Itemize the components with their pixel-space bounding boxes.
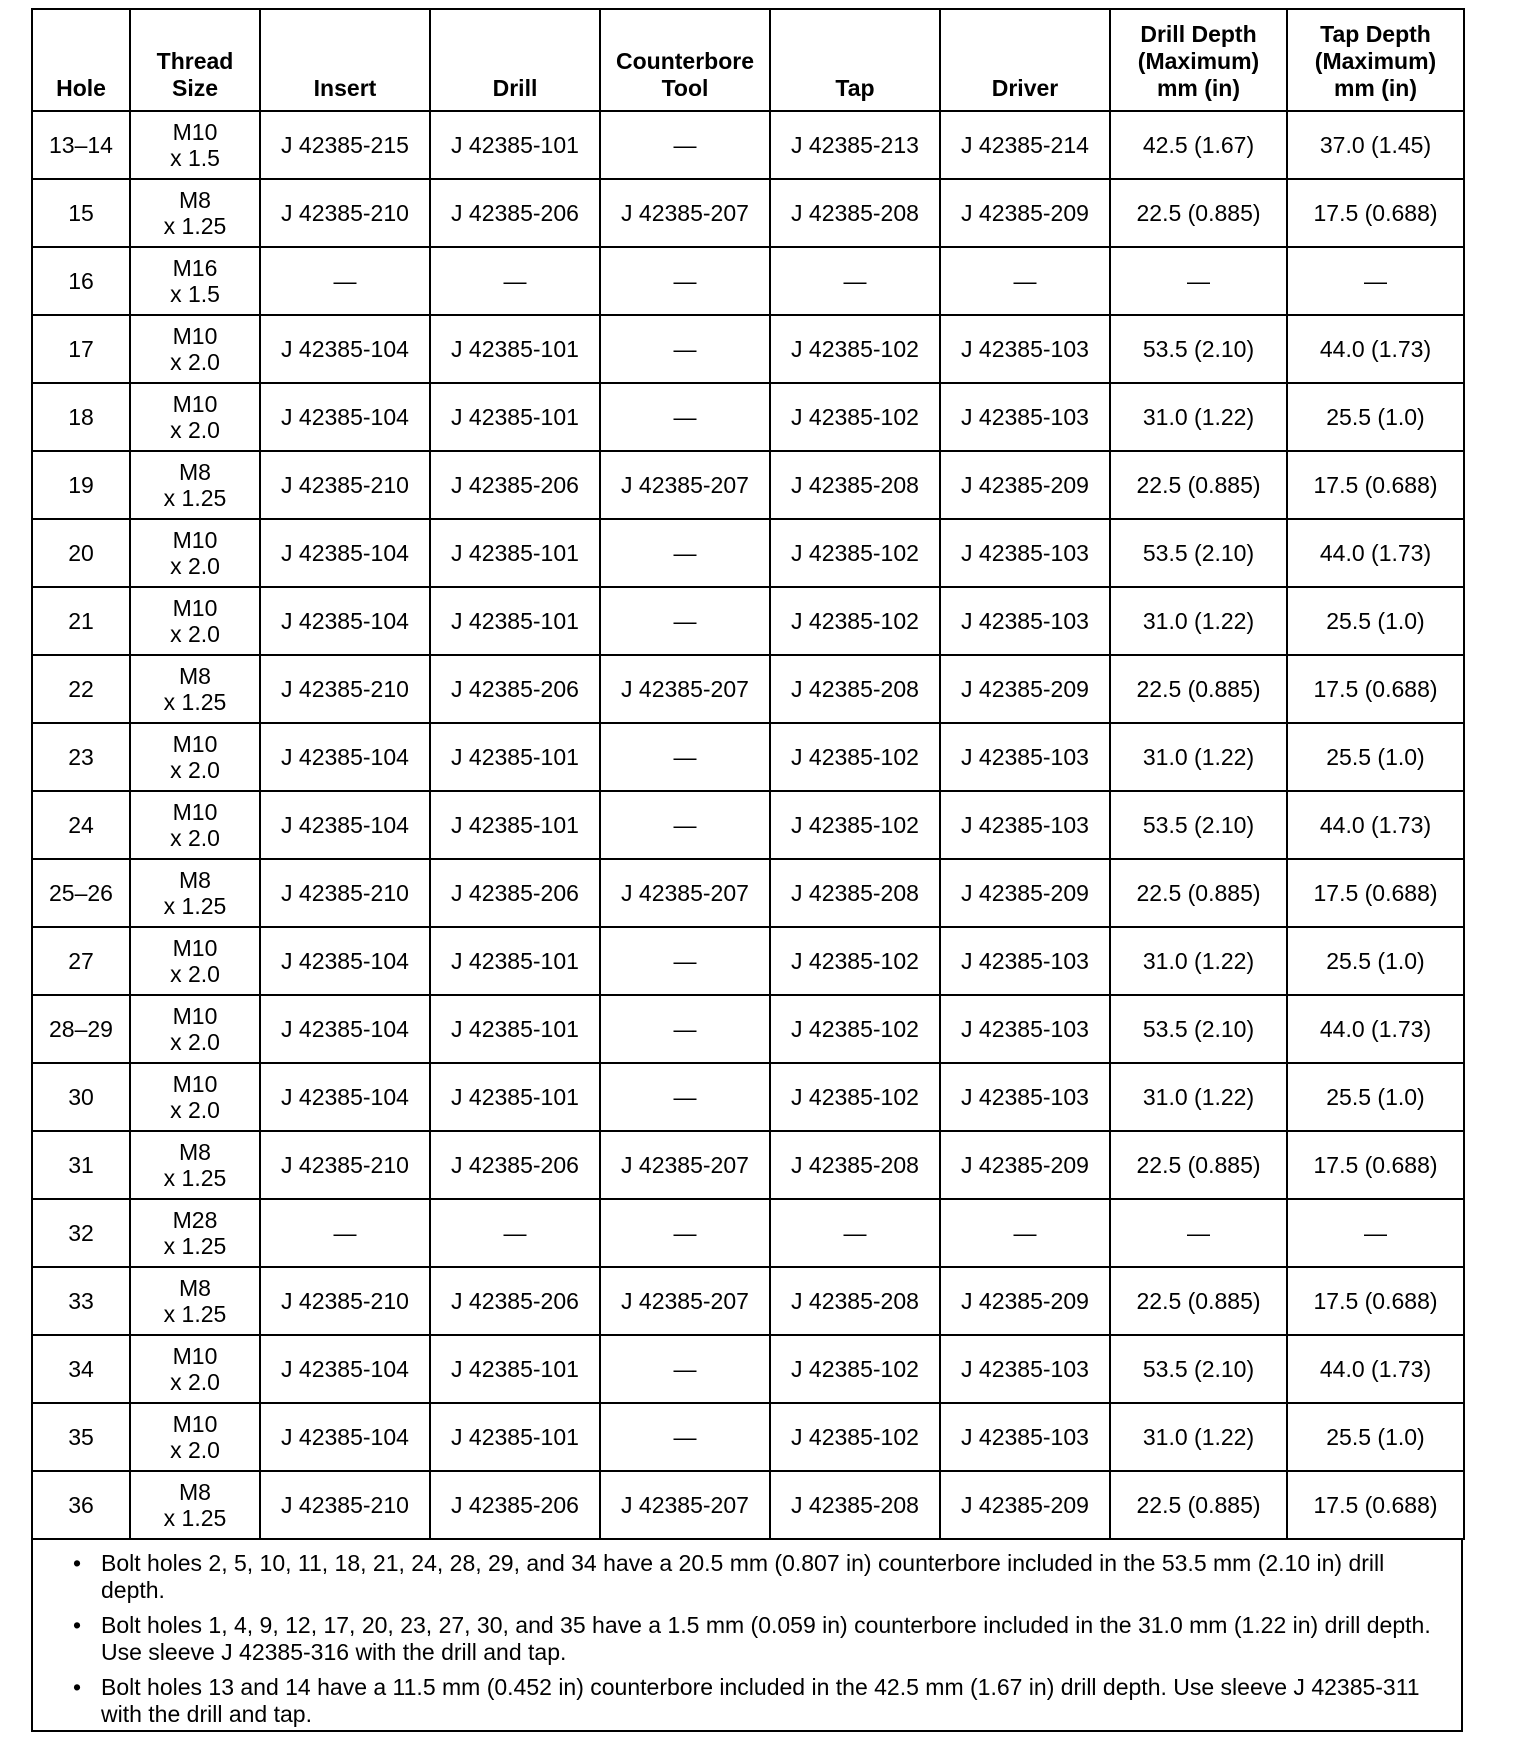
cell-thread [130,519,260,587]
bullet-icon: • [73,1612,82,1638]
cell-hole: 17 [32,315,130,383]
cell-tap-depth: 17.5 (0.688) [1287,859,1464,927]
thread-size-line: M10 [172,119,218,145]
cell-tap: J 42385-102 [770,519,940,587]
table-row [32,927,1464,995]
thread-size-line: M10 [172,323,218,349]
thread-size-line: M8 [179,1479,211,1505]
cell-hole: 19 [32,451,130,519]
cell-insert: J 42385-104 [260,519,430,587]
cell-insert: — [260,1199,430,1267]
cell-tap-depth: 44.0 (1.73) [1287,995,1464,1063]
thread-size-line: M8 [179,187,211,213]
table-row [32,315,1464,383]
cell-drill: J 42385-101 [430,1063,600,1131]
thread-size-line: x 2.0 [170,349,220,375]
cell-counterbore: — [600,791,770,859]
thread-size-line: x 1.25 [163,1505,227,1531]
table-row [32,1267,1464,1335]
thread-size-line: x 1.25 [163,485,227,511]
cell-thread [130,995,260,1063]
cell-tap-depth: 44.0 (1.73) [1287,1335,1464,1403]
table-row [32,1063,1464,1131]
cell-counterbore: — [600,995,770,1063]
cell-drill-depth: 53.5 (2.10) [1110,315,1287,383]
table-row [32,1199,1464,1267]
cell-drill-depth: 53.5 (2.10) [1110,995,1287,1063]
cell-insert: J 42385-104 [260,1403,430,1471]
thread-size-line: x 1.25 [163,893,227,919]
cell-insert: J 42385-104 [260,587,430,655]
thread-size-line: x 2.0 [170,1369,220,1395]
cell-tap-depth: 44.0 (1.73) [1287,791,1464,859]
cell-tap: J 42385-102 [770,315,940,383]
cell-drill: J 42385-101 [430,315,600,383]
cell-hole: 24 [32,791,130,859]
cell-counterbore: J 42385-207 [600,451,770,519]
cell-tap: J 42385-208 [770,1471,940,1539]
column-header-line: (Maximum) [1137,48,1260,74]
thread-size-line: M8 [179,459,211,485]
cell-counterbore: — [600,1199,770,1267]
cell-driver: J 42385-103 [940,927,1110,995]
thread-size-line: x 2.0 [170,1437,220,1463]
column-header-line: Insert [313,75,377,101]
column-header-line: Drill [492,75,538,101]
tool-table-sheet [31,8,1463,1732]
thread-repair-tool-table [31,8,1465,1540]
column-header-line: mm (in) [1156,75,1241,101]
cell-drill-depth: 31.0 (1.22) [1110,383,1287,451]
column-header-counterbore [600,9,770,111]
cell-drill: — [430,247,600,315]
thread-size-line: M8 [179,867,211,893]
cell-tap-depth: — [1287,247,1464,315]
table-body [32,111,1464,1539]
cell-thread [130,247,260,315]
column-header-line: Thread [156,48,234,74]
cell-drill: J 42385-101 [430,1403,600,1471]
cell-driver: J 42385-103 [940,315,1110,383]
cell-thread [130,587,260,655]
thread-size-line: x 2.0 [170,417,220,443]
table-row [32,723,1464,791]
cell-insert: J 42385-210 [260,1267,430,1335]
cell-counterbore: — [600,1335,770,1403]
cell-drill: J 42385-101 [430,995,600,1063]
cell-hole: 15 [32,179,130,247]
cell-thread [130,179,260,247]
cell-driver: — [940,1199,1110,1267]
note-text: Bolt holes 1, 4, 9, 12, 17, 20, 23, 27, 30, and 35 have a 1.5 mm (0.059 in) counterbore included in the 31.0 mm (1.22 in) drill depth. Use sleeve J 42385-316 with the drill and tap. [101,1612,1431,1665]
thread-size-line: x 2.0 [170,1029,220,1055]
column-header-line: Tap [835,75,875,101]
cell-insert: J 42385-210 [260,859,430,927]
table-row [32,791,1464,859]
cell-drill: J 42385-206 [430,1131,600,1199]
cell-drill: J 42385-206 [430,1267,600,1335]
cell-counterbore: J 42385-207 [600,1131,770,1199]
column-header-tap [770,9,940,111]
cell-insert: J 42385-210 [260,179,430,247]
thread-size-line: M10 [172,731,218,757]
cell-insert: J 42385-104 [260,791,430,859]
cell-counterbore: — [600,927,770,995]
column-header-driver [940,9,1110,111]
cell-drill: J 42385-101 [430,1335,600,1403]
cell-thread [130,791,260,859]
cell-hole: 25–26 [32,859,130,927]
column-header-line: Counterbore [616,48,754,74]
cell-driver: J 42385-209 [940,1131,1110,1199]
cell-hole: 35 [32,1403,130,1471]
cell-drill: J 42385-206 [430,451,600,519]
thread-size-line: x 1.25 [163,1165,227,1191]
column-header-drill [430,9,600,111]
cell-thread [130,1131,260,1199]
thread-size-line: M28 [172,1207,218,1233]
table-row [32,587,1464,655]
cell-counterbore: J 42385-207 [600,1471,770,1539]
cell-driver: J 42385-103 [940,791,1110,859]
cell-insert: — [260,247,430,315]
cell-hole: 33 [32,1267,130,1335]
cell-tap: J 42385-102 [770,995,940,1063]
cell-tap: — [770,247,940,315]
cell-tap: J 42385-102 [770,383,940,451]
bullet-icon: • [73,1674,82,1700]
cell-drill-depth: 31.0 (1.22) [1110,587,1287,655]
cell-tap: J 42385-208 [770,179,940,247]
note-text: Bolt holes 2, 5, 10, 11, 18, 21, 24, 28, 29, and 34 have a 20.5 mm (0.807 in) counterbore included in the 53.5 mm (2.10 in) drill depth. [101,1550,1385,1603]
bullet-icon: • [73,1550,82,1576]
cell-thread [130,451,260,519]
cell-insert: J 42385-104 [260,995,430,1063]
cell-thread [130,723,260,791]
cell-thread [130,1403,260,1471]
cell-hole: 16 [32,247,130,315]
cell-tap: — [770,1199,940,1267]
cell-thread [130,1063,260,1131]
cell-driver: J 42385-103 [940,723,1110,791]
cell-drill: J 42385-101 [430,111,600,179]
cell-insert: J 42385-104 [260,927,430,995]
thread-size-line: x 2.0 [170,961,220,987]
thread-size-line: x 2.0 [170,553,220,579]
cell-thread [130,111,260,179]
cell-counterbore: J 42385-207 [600,655,770,723]
cell-driver: J 42385-103 [940,1063,1110,1131]
cell-counterbore: J 42385-207 [600,859,770,927]
cell-thread [130,1471,260,1539]
cell-insert: J 42385-210 [260,451,430,519]
cell-drill-depth: 31.0 (1.22) [1110,1403,1287,1471]
cell-driver: J 42385-103 [940,995,1110,1063]
table-row [32,995,1464,1063]
thread-size-line: M10 [172,935,218,961]
cell-tap-depth: 17.5 (0.688) [1287,1471,1464,1539]
thread-size-line: x 2.0 [170,757,220,783]
cell-drill-depth: 22.5 (0.885) [1110,859,1287,927]
cell-tap: J 42385-102 [770,723,940,791]
column-header-line: mm (in) [1333,75,1418,101]
thread-size-line: M10 [172,799,218,825]
thread-size-line: M8 [179,663,211,689]
cell-hole: 32 [32,1199,130,1267]
cell-thread [130,1267,260,1335]
cell-drill: J 42385-206 [430,655,600,723]
cell-tap: J 42385-208 [770,655,940,723]
cell-thread [130,383,260,451]
cell-tap-depth: 25.5 (1.0) [1287,587,1464,655]
cell-hole: 20 [32,519,130,587]
cell-tap: J 42385-102 [770,1335,940,1403]
column-header-line: Size [171,75,219,101]
cell-drill-depth: 53.5 (2.10) [1110,791,1287,859]
cell-tap: J 42385-208 [770,859,940,927]
cell-counterbore: — [600,1063,770,1131]
cell-driver: J 42385-103 [940,519,1110,587]
thread-size-line: M10 [172,1343,218,1369]
table-row [32,111,1464,179]
cell-counterbore: — [600,1403,770,1471]
cell-insert: J 42385-215 [260,111,430,179]
cell-drill-depth: 31.0 (1.22) [1110,1063,1287,1131]
table-header [32,9,1464,111]
thread-size-line: x 1.25 [163,213,227,239]
cell-counterbore: — [600,111,770,179]
table-row [32,1403,1464,1471]
cell-hole: 28–29 [32,995,130,1063]
thread-size-line: x 1.5 [170,145,220,171]
cell-hole: 21 [32,587,130,655]
cell-drill-depth: 31.0 (1.22) [1110,927,1287,995]
cell-tap: J 42385-102 [770,1403,940,1471]
thread-size-line: x 1.25 [163,689,227,715]
cell-hole: 34 [32,1335,130,1403]
table-row [32,655,1464,723]
cell-counterbore: — [600,383,770,451]
cell-tap-depth: 25.5 (1.0) [1287,927,1464,995]
cell-tap-depth: 25.5 (1.0) [1287,723,1464,791]
table-row [32,859,1464,927]
cell-tap-depth: 44.0 (1.73) [1287,315,1464,383]
cell-drill-depth: 42.5 (1.67) [1110,111,1287,179]
cell-insert: J 42385-104 [260,383,430,451]
cell-hole: 31 [32,1131,130,1199]
cell-driver: J 42385-214 [940,111,1110,179]
cell-tap: J 42385-213 [770,111,940,179]
cell-counterbore: — [600,587,770,655]
cell-thread [130,859,260,927]
cell-drill-depth: 53.5 (2.10) [1110,519,1287,587]
cell-tap-depth: 44.0 (1.73) [1287,519,1464,587]
column-header-line: Tool [661,75,709,101]
cell-hole: 36 [32,1471,130,1539]
thread-size-line: M8 [179,1139,211,1165]
cell-driver: — [940,247,1110,315]
column-header-line: (Maximum) [1314,48,1437,74]
table-row [32,519,1464,587]
cell-driver: J 42385-209 [940,179,1110,247]
cell-tap: J 42385-102 [770,927,940,995]
column-header-line: Driver [991,75,1059,101]
cell-counterbore: J 42385-207 [600,179,770,247]
table-row [32,451,1464,519]
cell-tap-depth: 17.5 (0.688) [1287,451,1464,519]
table-row [32,1335,1464,1403]
cell-tap-depth: 25.5 (1.0) [1287,383,1464,451]
thread-size-line: x 1.25 [163,1301,227,1327]
cell-thread [130,1335,260,1403]
note-item [73,1612,1447,1666]
cell-drill-depth: 22.5 (0.885) [1110,451,1287,519]
cell-tap-depth: 17.5 (0.688) [1287,1131,1464,1199]
cell-drill-depth: — [1110,1199,1287,1267]
table-row [32,383,1464,451]
cell-hole: 23 [32,723,130,791]
cell-drill: — [430,1199,600,1267]
note-item [73,1550,1447,1604]
cell-driver: J 42385-209 [940,1471,1110,1539]
cell-driver: J 42385-209 [940,451,1110,519]
thread-size-line: x 2.0 [170,825,220,851]
cell-tap-depth: — [1287,1199,1464,1267]
cell-counterbore: — [600,247,770,315]
note-item [73,1674,1447,1728]
cell-driver: J 42385-103 [940,1335,1110,1403]
table-row [32,1131,1464,1199]
cell-drill: J 42385-101 [430,927,600,995]
column-header-drill-depth [1110,9,1287,111]
thread-size-line: M10 [172,391,218,417]
cell-drill: J 42385-206 [430,859,600,927]
cell-drill-depth: 22.5 (0.885) [1110,1471,1287,1539]
cell-tap-depth: 17.5 (0.688) [1287,1267,1464,1335]
note-text: Bolt holes 13 and 14 have a 11.5 mm (0.452 in) counterbore included in the 42.5 mm (1.67 in) drill depth. Use sleeve J 42385-311 with the drill and tap. [101,1674,1420,1727]
thread-size-line: M10 [172,1411,218,1437]
cell-insert: J 42385-104 [260,315,430,383]
cell-thread [130,655,260,723]
cell-tap: J 42385-102 [770,791,940,859]
cell-insert: J 42385-104 [260,723,430,791]
cell-drill-depth: 22.5 (0.885) [1110,1131,1287,1199]
cell-driver: J 42385-103 [940,1403,1110,1471]
cell-tap-depth: 25.5 (1.0) [1287,1063,1464,1131]
cell-driver: J 42385-209 [940,1267,1110,1335]
cell-drill: J 42385-101 [430,519,600,587]
cell-thread [130,315,260,383]
thread-size-line: x 1.5 [170,281,220,307]
table-row [32,1471,1464,1539]
cell-counterbore: — [600,519,770,587]
column-header-line: Drill Depth [1140,21,1257,47]
cell-counterbore: — [600,315,770,383]
cell-tap: J 42385-208 [770,1267,940,1335]
cell-drill-depth: 22.5 (0.885) [1110,179,1287,247]
cell-drill: J 42385-206 [430,179,600,247]
cell-hole: 22 [32,655,130,723]
cell-hole: 18 [32,383,130,451]
cell-insert: J 42385-210 [260,1131,430,1199]
thread-size-line: M8 [179,1275,211,1301]
cell-drill-depth: 22.5 (0.885) [1110,655,1287,723]
thread-size-line: M10 [172,595,218,621]
cell-drill-depth: — [1110,247,1287,315]
cell-driver: J 42385-103 [940,383,1110,451]
column-header-hole [32,9,130,111]
cell-thread [130,1199,260,1267]
thread-size-line: M16 [172,255,218,281]
cell-drill: J 42385-101 [430,383,600,451]
cell-drill: J 42385-101 [430,587,600,655]
thread-size-line: M10 [172,1071,218,1097]
thread-size-line: x 1.25 [163,1233,227,1259]
cell-thread [130,927,260,995]
cell-tap: J 42385-102 [770,1063,940,1131]
cell-driver: J 42385-209 [940,859,1110,927]
cell-tap: J 42385-208 [770,451,940,519]
cell-tap-depth: 17.5 (0.688) [1287,655,1464,723]
cell-tap: J 42385-102 [770,587,940,655]
cell-drill: J 42385-206 [430,1471,600,1539]
cell-driver: J 42385-209 [940,655,1110,723]
cell-drill-depth: 53.5 (2.10) [1110,1335,1287,1403]
cell-tap-depth: 37.0 (1.45) [1287,111,1464,179]
table-row [32,247,1464,315]
cell-tap-depth: 17.5 (0.688) [1287,179,1464,247]
thread-size-line: M10 [172,1003,218,1029]
thread-size-line: M10 [172,527,218,553]
cell-hole: 27 [32,927,130,995]
cell-drill-depth: 22.5 (0.885) [1110,1267,1287,1335]
column-header-insert [260,9,430,111]
cell-insert: J 42385-104 [260,1063,430,1131]
cell-drill: J 42385-101 [430,791,600,859]
cell-drill: J 42385-101 [430,723,600,791]
column-header-line: Hole [56,75,106,101]
thread-size-line: x 2.0 [170,621,220,647]
notes-section [31,1540,1463,1732]
column-header-tap-depth [1287,9,1464,111]
cell-counterbore: — [600,723,770,791]
cell-hole: 13–14 [32,111,130,179]
header-row [32,9,1464,111]
table-row [32,179,1464,247]
cell-insert: J 42385-104 [260,1335,430,1403]
column-header-thread [130,9,260,111]
cell-drill-depth: 31.0 (1.22) [1110,723,1287,791]
cell-counterbore: J 42385-207 [600,1267,770,1335]
cell-tap: J 42385-208 [770,1131,940,1199]
thread-size-line: x 2.0 [170,1097,220,1123]
cell-tap-depth: 25.5 (1.0) [1287,1403,1464,1471]
cell-hole: 30 [32,1063,130,1131]
column-header-line: Tap Depth [1320,21,1431,47]
cell-driver: J 42385-103 [940,587,1110,655]
cell-insert: J 42385-210 [260,655,430,723]
cell-insert: J 42385-210 [260,1471,430,1539]
